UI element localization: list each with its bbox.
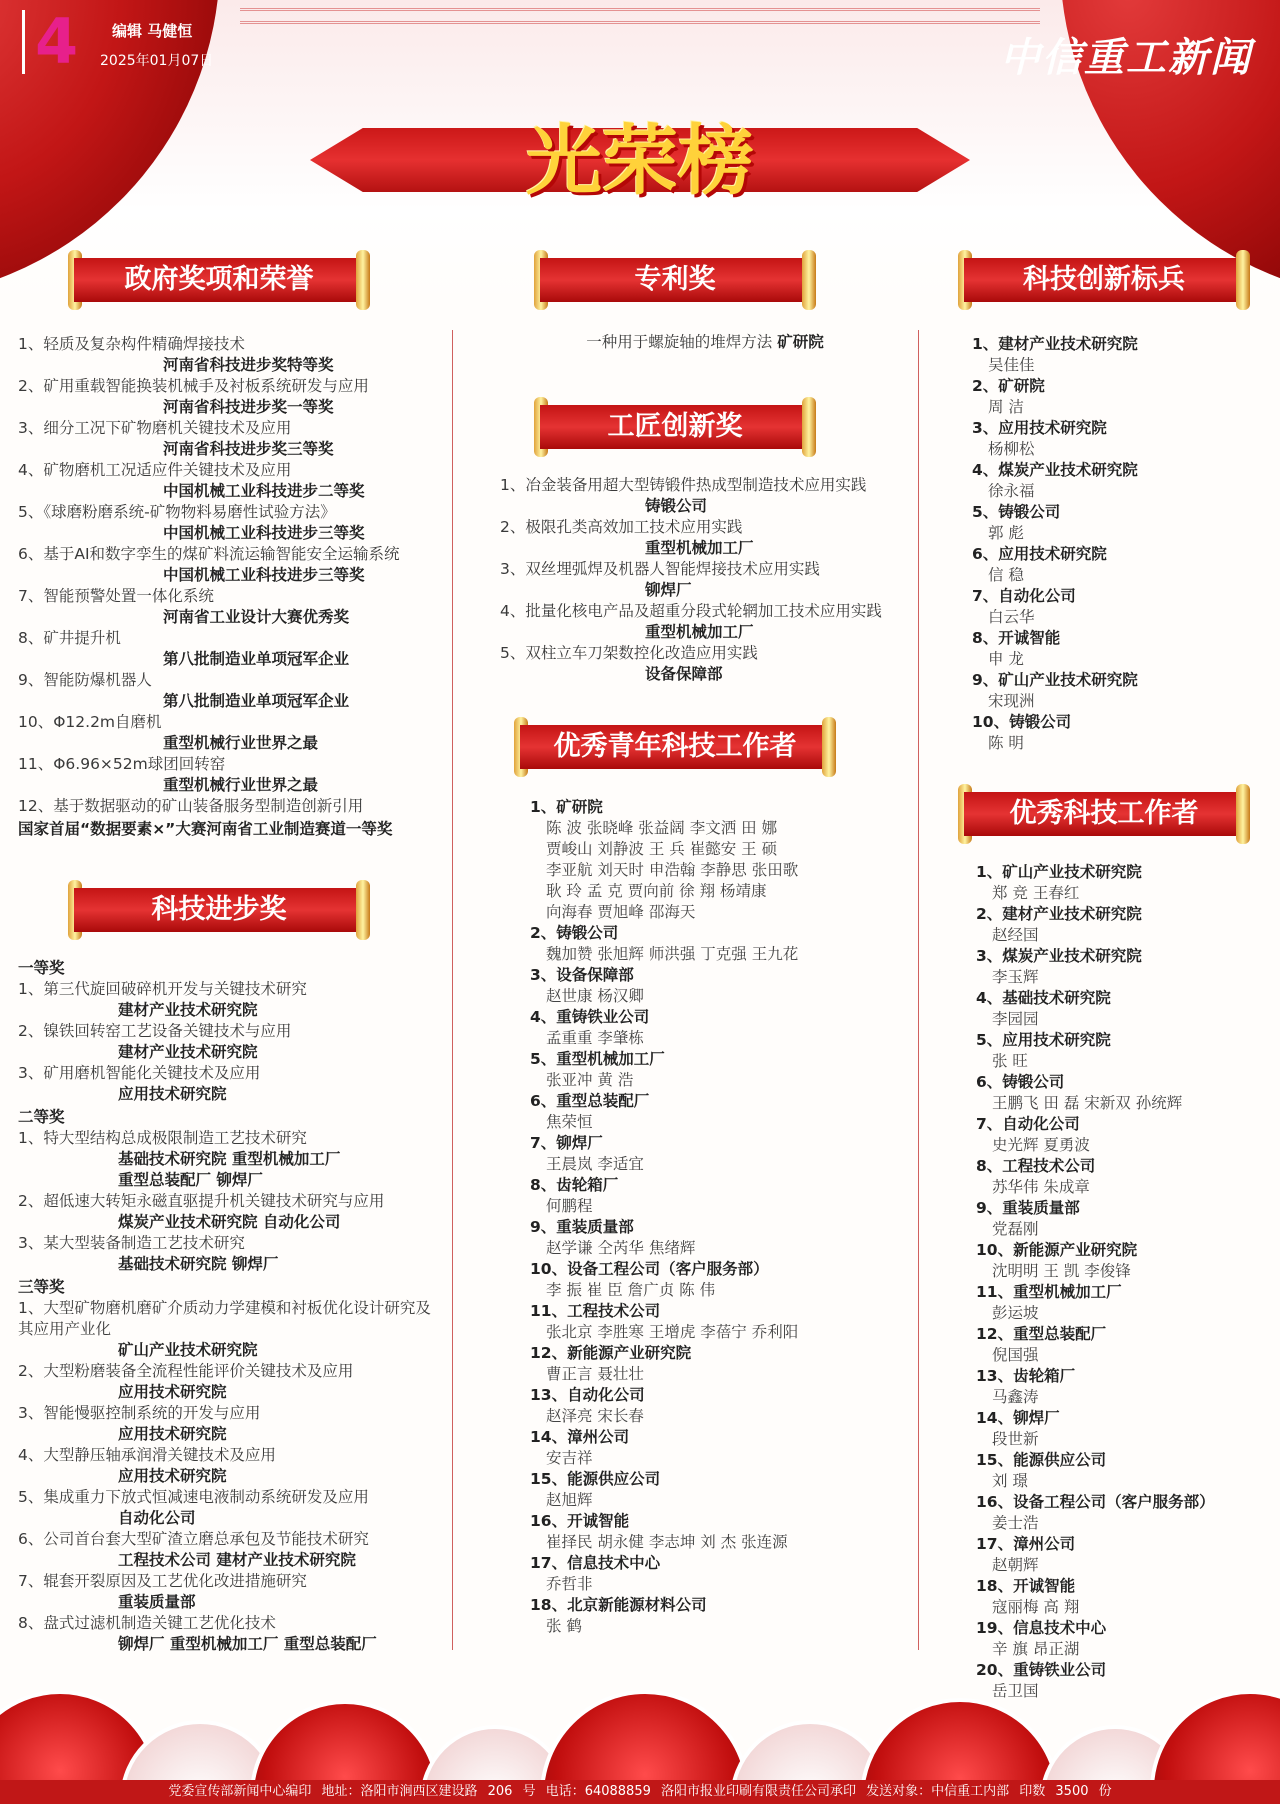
cloud-decoration: [0, 1670, 1280, 1780]
cloud-shape: [860, 1698, 1060, 1780]
tier-first-list: [18, 979, 438, 1105]
unit-name: 19、信息技术中心: [976, 1619, 1107, 1637]
section-title: 优秀科技工作者: [964, 792, 1244, 836]
award-item: 3、智能慢驱控制系统的开发与应用: [18, 1404, 261, 1422]
person-names: 马鑫涛: [992, 1388, 1039, 1406]
award-result: 铆焊厂 重型机械加工厂 重型总装配厂: [118, 1635, 377, 1653]
award-item: 3、双丝埋弧焊及机器人智能焊接技术应用实践: [500, 560, 820, 578]
patent-item: [500, 332, 910, 353]
award-result: 中国机械工业科技进步二等奖: [163, 482, 365, 500]
award-item: 2、矿用重载智能换装机械手及衬板系统研发与应用: [18, 377, 369, 395]
award-result: 重型机械行业世界之最: [163, 734, 319, 752]
youth-list: [500, 797, 910, 1637]
unit-name: 18、开诚智能: [976, 1577, 1076, 1595]
person-names: 乔哲非: [546, 1575, 593, 1593]
person-names: 杨柳松: [988, 440, 1035, 458]
cloud-shape: [250, 1700, 440, 1780]
award-result: 第八批制造业单项冠军企业: [163, 650, 350, 668]
unit-name: 16、设备工程公司（客户服务部）: [976, 1493, 1215, 1511]
person-names: 陈 波 张晓峰 张益阔 李文洒 田 娜: [546, 819, 778, 837]
person-names: 周 洁: [988, 398, 1024, 416]
unit-name: 9、矿山产业技术研究院: [972, 671, 1138, 689]
unit-name: 4、煤炭产业技术研究院: [972, 461, 1138, 479]
person-names: 赵旭辉: [546, 1491, 593, 1509]
award-result: 建材产业技术研究院: [118, 1001, 258, 1019]
tier-label: 三等奖: [18, 1278, 65, 1296]
award-result: 河南省科技进步奖特等奖: [163, 356, 334, 374]
page-title: 光荣榜: [526, 116, 754, 205]
border-pattern: [240, 8, 1040, 24]
person-names: 郑 竞 王春红: [992, 884, 1080, 902]
progress-awards: [18, 958, 438, 1655]
person-names: 王鹏飞 田 磊 宋新双 孙统辉: [992, 1094, 1183, 1112]
unit-name: 20、重铸铁业公司: [976, 1661, 1107, 1679]
section-banner-progress: [74, 880, 364, 938]
person-names: 沈明明 王 凯 李俊锋: [992, 1262, 1131, 1280]
unit-name: 2、铸锻公司: [530, 924, 619, 942]
person-names: 赵朝辉: [992, 1556, 1039, 1574]
person-names: 苏华伟 朱成章: [992, 1178, 1090, 1196]
award-result: 基础技术研究院 铆焊厂: [118, 1255, 279, 1273]
person-names: 姜士浩: [992, 1514, 1039, 1532]
scroll-rod: [802, 397, 816, 457]
person-names: 李园园: [992, 1010, 1039, 1028]
person-names: 赵经国: [992, 926, 1039, 944]
person-names: 王晨岚 李适宜: [546, 1155, 644, 1173]
award-item: 7、智能预警处置一体化系统: [18, 587, 214, 605]
section-banner-craft: [540, 397, 810, 455]
unit-name: 6、应用技术研究院: [972, 545, 1107, 563]
right-column: [970, 250, 1270, 1702]
award-result: 矿山产业技术研究院: [118, 1341, 258, 1359]
unit-name: 10、新能源产业研究院: [976, 1241, 1138, 1259]
issue-date: 2025年01月07日: [100, 53, 214, 69]
page-number: 4: [22, 10, 78, 74]
award-item: 5、集成重力下放式恒减速电液制动系统研发及应用: [18, 1488, 369, 1506]
person-names: 赵世康 杨汉卿: [546, 987, 644, 1005]
award-result: 重装质量部: [118, 1593, 196, 1611]
unit-name: 7、自动化公司: [972, 587, 1076, 605]
unit-name: 3、应用技术研究院: [972, 419, 1107, 437]
unit-name: 12、重型总装配厂: [976, 1325, 1107, 1343]
person-names: 魏加赞 张旭辉 师洪强 丁克强 王九花: [546, 945, 799, 963]
award-result: 应用技术研究院: [118, 1425, 227, 1443]
scroll-rod: [1236, 784, 1250, 844]
person-names: 辛 旗 昂正湖: [992, 1640, 1080, 1658]
person-names: 向海春 贾旭峰 邵海天: [546, 903, 696, 921]
award-item: 3、细分工况下矿物磨机关键技术及应用: [18, 419, 292, 437]
section-title: 专利奖: [540, 258, 810, 302]
award-item: 4、大型静压轴承润滑关键技术及应用: [18, 1446, 276, 1464]
person-names: 李玉辉: [992, 968, 1039, 986]
award-result: 河南省工业设计大赛优秀奖: [163, 608, 350, 626]
award-result: 自动化公司: [118, 1509, 196, 1527]
scroll-rod: [802, 250, 816, 310]
award-item: 2、极限孔类高效加工技术应用实践: [500, 518, 743, 536]
award-item: 4、批量化核电产品及超重分段式轮辋加工技术应用实践: [500, 602, 882, 620]
award-result: 应用技术研究院: [118, 1467, 227, 1485]
unit-name: 14、铆焊厂: [976, 1409, 1060, 1427]
person-names: 白云华: [988, 608, 1035, 626]
award-item: 6、基于AI和数字孪生的煤矿料流运输智能安全运输系统: [18, 545, 400, 563]
tier-label: 二等奖: [18, 1108, 65, 1126]
award-result: 铆焊厂: [645, 581, 692, 599]
unit-name: 2、建材产业技术研究院: [976, 905, 1142, 923]
person-names: 张亚冲 黄 浩: [546, 1071, 634, 1089]
person-names: 崔择民 胡永健 李志坤 刘 杰 张连源: [546, 1533, 788, 1551]
award-result: 建材产业技术研究院: [118, 1043, 258, 1061]
section-title: 科技进步奖: [74, 888, 364, 932]
person-names: 张 鹤: [546, 1617, 582, 1635]
unit-name: 18、北京新能源材料公司: [530, 1596, 707, 1614]
award-result: 河南省科技进步奖三等奖: [163, 440, 334, 458]
footer-bar: 党委宣传部新闻中心编印 地址：洛阳市涧西区建设路 206 号 电话：64088859 洛阳市报业印刷有限责任公司承印 发送对象：中信重工内部 印数 3500 份: [0, 1780, 1280, 1804]
middle-column: [500, 250, 910, 1637]
section-banner-pioneer: [964, 250, 1244, 308]
section-title: 优秀青年科技工作者: [520, 725, 830, 769]
unit-name: 3、煤炭产业技术研究院: [976, 947, 1142, 965]
award-result: 中国机械工业科技进步三等奖: [163, 566, 365, 584]
scroll-rod: [1236, 250, 1250, 310]
person-names: 党磊刚: [992, 1220, 1039, 1238]
unit-name: 13、齿轮箱厂: [976, 1367, 1076, 1385]
person-names: 陈 明: [988, 734, 1024, 752]
unit-name: 17、漳州公司: [976, 1535, 1076, 1553]
person-names: 耿 玲 孟 克 贾向前 徐 翔 杨靖康: [546, 882, 767, 900]
section-banner-excellent: [964, 784, 1244, 842]
award-result: 中国机械工业科技进步三等奖: [163, 524, 365, 542]
person-names: 孟重重 李肇栋: [546, 1029, 644, 1047]
section-title: 政府奖项和荣誉: [74, 258, 364, 302]
unit-name: 12、新能源产业研究院: [530, 1344, 692, 1362]
award-result: 重型总装配厂 铆焊厂: [118, 1171, 263, 1189]
column-divider: [452, 330, 453, 1650]
award-item: 5、双柱立车刀架数控化改造应用实践: [500, 644, 758, 662]
award-item: 8、盘式过滤机制造关键工艺优化技术: [18, 1614, 276, 1632]
unit-name: 16、开诚智能: [530, 1512, 630, 1530]
person-names: 信 稳: [988, 566, 1024, 584]
unit-name: 6、铸锻公司: [976, 1073, 1065, 1091]
unit-name: 1、建材产业技术研究院: [972, 335, 1138, 353]
person-names: 李 振 崔 臣 詹广贞 陈 伟: [546, 1281, 716, 1299]
award-item: 11、Φ6.96×52m球团回转窑: [18, 755, 226, 773]
award-item: 1、特大型结构总成极限制造工艺技术研究: [18, 1129, 307, 1147]
unit-name: 15、能源供应公司: [530, 1470, 661, 1488]
person-names: 郭 彪: [988, 524, 1024, 542]
award-result: 应用技术研究院: [118, 1383, 227, 1401]
unit-name: 10、铸锻公司: [972, 713, 1072, 731]
unit-name: 15、能源供应公司: [976, 1451, 1107, 1469]
award-result: 重型机械加工厂: [645, 623, 754, 641]
person-names: 赵学谦 仝芮华 焦绪辉: [546, 1239, 696, 1257]
person-names: 宋现洲: [988, 692, 1035, 710]
scroll-rod: [356, 250, 370, 310]
award-item: 4、矿物磨机工况适应件关键技术及应用: [18, 461, 292, 479]
unit-name: 14、漳州公司: [530, 1428, 630, 1446]
patent-unit: 矿研院: [777, 333, 824, 351]
person-names: 张 旺: [992, 1052, 1028, 1070]
person-names: 安吉祥: [546, 1449, 593, 1467]
award-item: 8、矿井提升机: [18, 629, 121, 647]
unit-name: 4、重铸铁业公司: [530, 1008, 650, 1026]
unit-name: 8、工程技术公司: [976, 1157, 1096, 1175]
unit-name: 7、铆焊厂: [530, 1134, 603, 1152]
person-names: 何鹏程: [546, 1197, 593, 1215]
tier-third-list: [18, 1298, 438, 1655]
award-item: 6、公司首台套大型矿渣立磨总承包及节能技术研究: [18, 1530, 369, 1548]
scroll-rod: [822, 717, 836, 777]
person-names: 曹正言 聂壮壮: [546, 1365, 644, 1383]
unit-name: 5、应用技术研究院: [976, 1031, 1111, 1049]
award-item: 3、某大型装备制造工艺技术研究: [18, 1234, 245, 1252]
tier-label: 一等奖: [18, 959, 65, 977]
person-names: 段世新: [992, 1430, 1039, 1448]
award-result: 基础技术研究院 重型机械加工厂: [118, 1150, 341, 1168]
award-item: 9、智能防爆机器人: [18, 671, 152, 689]
award-result: 工程技术公司 建材产业技术研究院: [118, 1551, 356, 1569]
left-column: [18, 250, 438, 1655]
unit-name: 11、工程技术公司: [530, 1302, 661, 1320]
person-names: 徐永福: [988, 482, 1035, 500]
award-result: 河南省科技进步奖一等奖: [163, 398, 334, 416]
award-item: 1、第三代旋回破碎机开发与关键技术研究: [18, 980, 307, 998]
scroll-rod: [356, 880, 370, 940]
patent-name: 一种用于螺旋轴的堆焊方法: [586, 333, 773, 351]
person-names: 刘 璟: [992, 1472, 1028, 1490]
unit-name: 4、基础技术研究院: [976, 989, 1111, 1007]
unit-name: 11、重型机械加工厂: [976, 1283, 1122, 1301]
person-names: 李亚航 刘天时 申浩翰 李静思 张田歌: [546, 861, 799, 879]
award-result: 煤炭产业技术研究院 自动化公司: [118, 1213, 341, 1231]
unit-name: 10、设备工程公司（客户服务部）: [530, 1260, 769, 1278]
award-result: 铸锻公司: [645, 497, 708, 515]
excellent-list: [970, 862, 1270, 1702]
person-names: 岳卫国: [992, 1682, 1039, 1700]
section-banner-gov: [74, 250, 364, 308]
unit-name: 9、重装质量部: [530, 1218, 634, 1236]
unit-name: 3、设备保障部: [530, 966, 634, 984]
award-item: 2、大型粉磨装备全流程性能评价关键技术及应用: [18, 1362, 354, 1380]
section-title: 科技创新标兵: [964, 258, 1244, 302]
person-names: 彭运坡: [992, 1304, 1039, 1322]
award-item: 3、矿用磨机智能化关键技术及应用: [18, 1064, 261, 1082]
award-item: 10、Φ12.2m自磨机: [18, 713, 162, 731]
award-item: 7、辊套开裂原因及工艺优化改进措施研究: [18, 1572, 307, 1590]
award-item: 1、冶金装备用超大型铸锻件热成型制造技术应用实践: [500, 476, 867, 494]
unit-name: 8、齿轮箱厂: [530, 1176, 619, 1194]
person-names: 申 龙: [988, 650, 1024, 668]
unit-name: 5、重型机械加工厂: [530, 1050, 665, 1068]
award-result: 重型机械行业世界之最: [163, 776, 319, 794]
unit-name: 7、自动化公司: [976, 1115, 1080, 1133]
gov-last-item: 12、基于数据驱动的矿山装备服务型制造创新引用: [18, 797, 364, 815]
unit-name: 17、信息技术中心: [530, 1554, 661, 1572]
cloud-shape: [1150, 1690, 1280, 1780]
award-result: 重型机械加工厂: [645, 539, 754, 557]
section-banner-patent: [540, 250, 810, 308]
gov-awards-list: [18, 334, 438, 796]
unit-name: 8、开诚智能: [972, 629, 1061, 647]
cloud-shape: [540, 1690, 750, 1780]
unit-name: 1、矿山产业技术研究院: [976, 863, 1142, 881]
section-banner-youth: [520, 717, 830, 775]
award-item: 5、《球磨粉磨系统-矿物物料易磨性试验方法》: [18, 503, 336, 521]
unit-name: 13、自动化公司: [530, 1386, 645, 1404]
craft-awards-list: [500, 475, 910, 685]
unit-name: 6、重型总装配厂: [530, 1092, 650, 1110]
section-title: 工匠创新奖: [540, 405, 810, 449]
award-item: 1、轻质及复杂构件精确焊接技术: [18, 335, 245, 353]
person-names: 吴佳佳: [988, 356, 1035, 374]
person-names: 焦荣恒: [546, 1113, 593, 1131]
person-names: 寇丽梅 高 翔: [992, 1598, 1080, 1616]
person-names: 史光辉 夏勇波: [992, 1136, 1090, 1154]
gov-last-award: 国家首届“数据要素×”大赛河南省工业制造赛道一等奖: [18, 820, 393, 838]
unit-name: 1、矿研院: [530, 798, 603, 816]
column-divider: [918, 330, 919, 1650]
editor-credit: 编辑 马健恒: [112, 22, 193, 40]
award-result: 第八批制造业单项冠军企业: [163, 692, 350, 710]
unit-name: 9、重装质量部: [976, 1199, 1080, 1217]
pioneer-list: [970, 334, 1270, 754]
person-names: 贾峻山 刘静波 王 兵 崔懿安 王 硕: [546, 840, 778, 858]
award-item: 2、超低速大转矩永磁直驱提升机关键技术研究与应用: [18, 1192, 385, 1210]
award-item: 1、大型矿物磨机磨矿介质动力学建模和衬板优化设计研究及其应用产业化: [18, 1299, 431, 1338]
person-names: 张北京 李胜寒 王增虎 李蓓宁 乔利阳: [546, 1323, 799, 1341]
award-result: 应用技术研究院: [118, 1085, 227, 1103]
person-names: 倪国强: [992, 1346, 1039, 1364]
unit-name: 2、矿研院: [972, 377, 1045, 395]
award-item: 2、镍铁回转窑工艺设备关键技术与应用: [18, 1022, 292, 1040]
person-names: 赵泽亮 宋长春: [546, 1407, 644, 1425]
newspaper-logo: 中信重工新闻: [1000, 34, 1252, 81]
tier-second-list: [18, 1128, 438, 1275]
award-result: 设备保障部: [645, 665, 723, 683]
unit-name: 5、铸锻公司: [972, 503, 1061, 521]
